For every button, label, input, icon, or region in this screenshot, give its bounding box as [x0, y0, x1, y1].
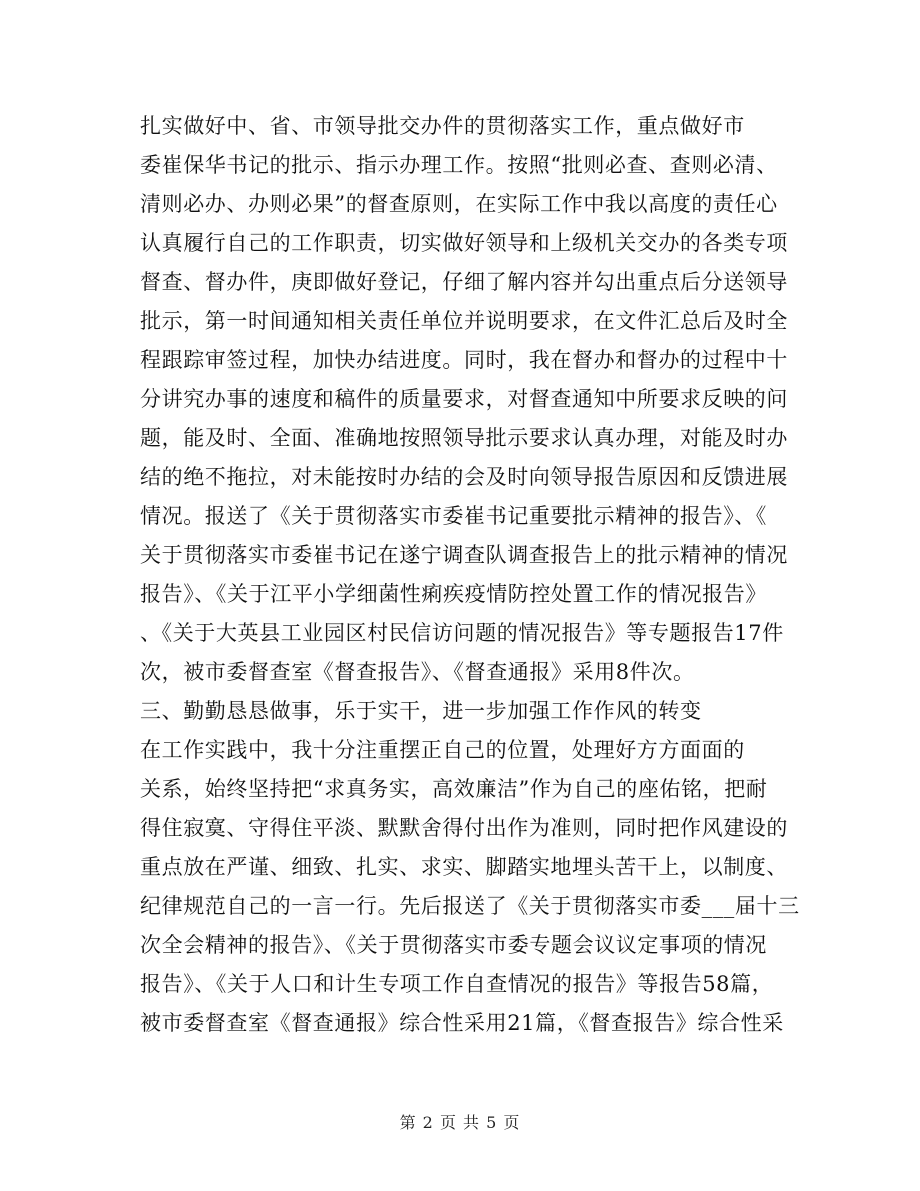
text-line: 督查、督办件，庚即做好登记，仔细了解内容并勾出重点后分送领导 [140, 270, 788, 294]
text-line: 程跟踪审签过程，加快办结进度。同时，我在督办和督办的过程中十 [140, 348, 788, 372]
text-line: 被市委督查室《督查通报》综合性采用21篇，《督查报告》综合性采 [140, 1011, 784, 1035]
text-line: 认真履行自己的工作职责，切实做好领导和上级机关交办的各类专项 [140, 231, 788, 255]
text-line: 扎实做好中、省、市领导批交办件的贯彻落实工作，重点做好市 [140, 114, 745, 138]
text-line: 次，被市委督查室《督查报告》、《督查通报》采用8件次。 [140, 660, 695, 684]
section-heading: 三、勤勤恳恳做事，乐于实干，进一步加强工作作风的转变 [140, 699, 702, 723]
text-line: 分讲究办事的速度和稿件的质量要求，对督查通知中所要求反映的问 [140, 387, 788, 411]
text-line: 在工作实践中，我十分注重摆正自己的位置，处理好方方面面的 [140, 738, 745, 762]
text-line: 清则必办、办则必果”的督查原则，在实际工作中我以高度的责任心 [140, 192, 778, 216]
text-line: 纪律规范自己的一言一行。先后报送了《关于贯彻落实市委___届十三 [140, 894, 800, 918]
text-line: 关系，始终坚持把“求真务实，高效廉洁”作为自己的座佑铭，把耐 [140, 777, 768, 801]
text-line: 次全会精神的报告》、《关于贯彻落实市委专题会议议定事项的情况 [140, 933, 767, 957]
text-line: 情况。报送了《关于贯彻落实市委崔书记重要批示精神的报告》、《 [140, 504, 767, 528]
text-line: 批示，第一时间通知相关责任单位并说明要求，在文件汇总后及时全 [140, 309, 788, 333]
page-number-footer: 第 2 页 共 5 页 [399, 1113, 521, 1132]
text-line: 、《关于大英县工业园区村民信访问题的情况报告》等专题报告17件 [140, 621, 784, 645]
text-line: 委崔保华书记的批示、指示办理工作。按照“批则必查、查则必清、 [140, 153, 778, 177]
text-line: 报告》、《关于江平小学细菌性痢疾疫情防控处置工作的情况报告》 [140, 582, 767, 606]
text-line: 题，能及时、全面、准确地按照领导批示要求认真办理，对能及时办 [140, 426, 788, 450]
text-line: 得住寂寞、守得住平淡、默默舍得付出作为准则，同时把作风建设的 [140, 816, 788, 840]
text-line: 关于贯彻落实市委崔书记在遂宁调查队调查报告上的批示精神的情况 [140, 543, 788, 567]
text-line: 结的绝不拖拉，对未能按时办结的会及时向领导报告原因和反馈进展 [140, 465, 788, 489]
text-line: 重点放在严谨、细致、扎实、求实、脚踏实地埋头苦干上，以制度、 [140, 855, 788, 879]
text-line: 报告》、《关于人口和计生专项工作自查情况的报告》等报告58篇， [140, 972, 774, 996]
